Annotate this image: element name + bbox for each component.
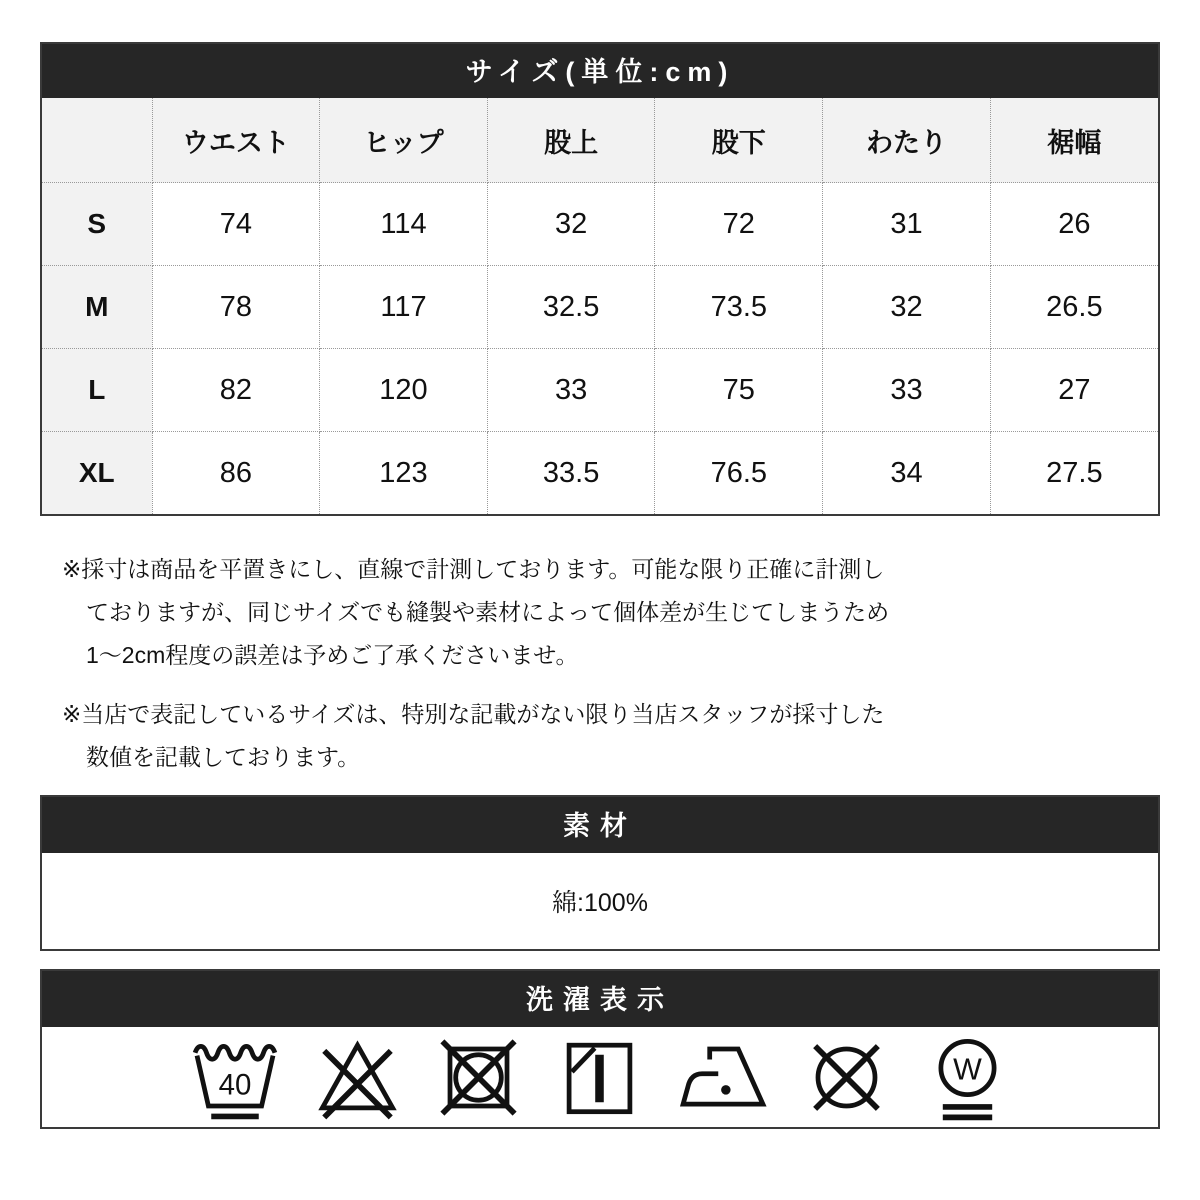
wet-cleaning-mild-icon <box>920 1030 1015 1125</box>
row-label: S <box>42 183 152 266</box>
row-label: XL <box>42 432 152 515</box>
material-title: 素材 <box>42 797 1158 853</box>
cell: 31 <box>823 183 991 266</box>
material-value: 綿:100% <box>42 853 1158 949</box>
size-table <box>42 98 1158 514</box>
note-line: ※採寸は商品を平置きにし、直線で計測しております。可能な限り正確に計測し <box>62 556 885 582</box>
cell: 120 <box>320 349 488 432</box>
cell: 33 <box>823 349 991 432</box>
do-not-bleach-icon <box>310 1030 405 1125</box>
corner-cell <box>42 98 152 183</box>
cell: 123 <box>320 432 488 515</box>
table-row-m <box>42 266 1158 349</box>
iron-low-heat-icon <box>673 1030 773 1125</box>
cell: 78 <box>152 266 320 349</box>
note-line: 1〜2cm程度の誤差は予めご了承くださいませ。 <box>86 642 579 668</box>
cell: 33.5 <box>487 432 655 515</box>
dry-in-shade-icon <box>552 1030 647 1125</box>
cell: 34 <box>823 432 991 515</box>
note-line: ※当店で表記しているサイズは、特別な記載がない限り当店スタッフが採寸した <box>62 701 885 727</box>
size-table-header-row <box>42 98 1158 183</box>
care-title: 洗濯表示 <box>42 971 1158 1027</box>
cell: 32 <box>487 183 655 266</box>
cell: 72 <box>655 183 823 266</box>
table-row-l <box>42 349 1158 432</box>
cell: 75 <box>655 349 823 432</box>
note-line: 数値を記載しております。 <box>86 744 361 770</box>
size-chart-title: サイズ(単位:cm) <box>42 44 1158 98</box>
cell: 26.5 <box>990 266 1158 349</box>
cell: 117 <box>320 266 488 349</box>
do-not-dry-clean-icon <box>799 1030 894 1125</box>
cell: 114 <box>320 183 488 266</box>
cell: 32 <box>823 266 991 349</box>
cell: 86 <box>152 432 320 515</box>
size-chart-section <box>40 42 1160 516</box>
cell: 33 <box>487 349 655 432</box>
measurement-note <box>62 548 1160 677</box>
care-icons-row <box>42 1027 1158 1127</box>
table-row-xl <box>42 432 1158 515</box>
svg-text:W: W <box>952 1051 982 1086</box>
cell: 27 <box>990 349 1158 432</box>
cell: 74 <box>152 183 320 266</box>
cell: 76.5 <box>655 432 823 515</box>
table-row-s <box>42 183 1158 266</box>
col-header-waist: ウエスト <box>152 98 320 183</box>
do-not-tumble-dry-icon <box>431 1030 526 1125</box>
svg-text:40: 40 <box>218 1068 251 1102</box>
care-section <box>40 969 1160 1129</box>
sizing-policy-note <box>62 693 1160 779</box>
col-header-hip: ヒップ <box>320 98 488 183</box>
col-header-inseam: 股下 <box>655 98 823 183</box>
cell: 82 <box>152 349 320 432</box>
col-header-rise: 股上 <box>487 98 655 183</box>
wash-tub-40-icon <box>186 1030 284 1125</box>
note-line: ておりますが、同じサイズでも縫製や素材によって個体差が生じてしまうため <box>86 599 890 625</box>
cell: 73.5 <box>655 266 823 349</box>
row-label: M <box>42 266 152 349</box>
col-header-hem: 裾幅 <box>990 98 1158 183</box>
cell: 27.5 <box>990 432 1158 515</box>
col-header-thigh: わたり <box>823 98 991 183</box>
cell: 26 <box>990 183 1158 266</box>
material-section <box>40 795 1160 951</box>
row-label: L <box>42 349 152 432</box>
cell: 32.5 <box>487 266 655 349</box>
